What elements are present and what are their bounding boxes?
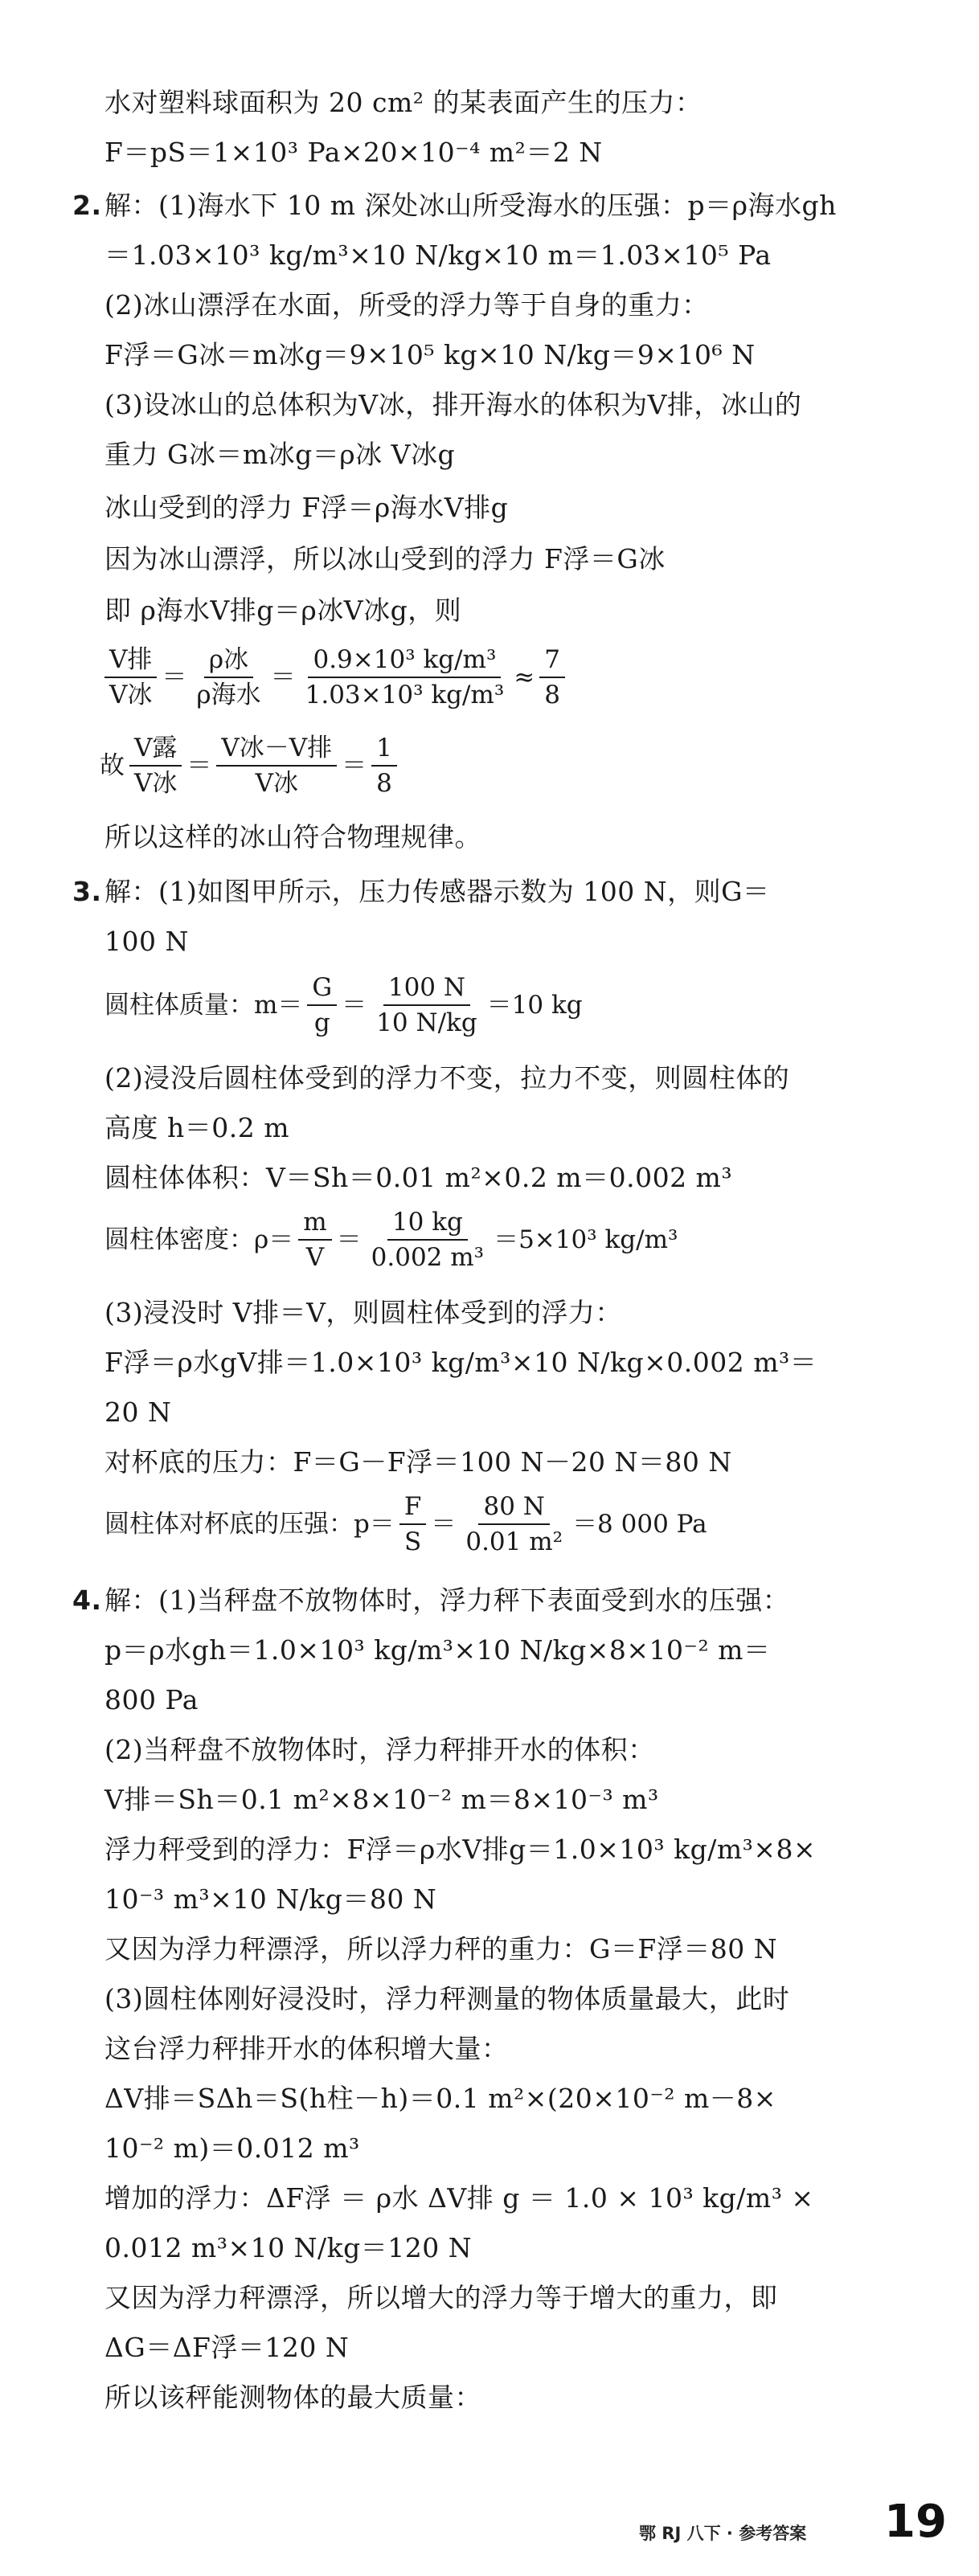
- fraction: [371, 733, 397, 799]
- equals-sign: ＝: [270, 663, 296, 692]
- text-line: 因为冰山漂浮，所以冰山受到的浮力 F浮＝G冰: [104, 543, 666, 574]
- denominator: V冰: [109, 681, 153, 709]
- text-line: ＝1.03×10³ kg/m³×10 N/kg×10 m＝1.03×10⁵ Pa: [104, 239, 772, 271]
- text-line: 对杯底的压力：F＝G－F浮＝100 N－20 N＝80 N: [104, 1446, 732, 1478]
- ratio-formula: [100, 733, 402, 799]
- numerator: m: [298, 1207, 331, 1241]
- text-line: p＝ρ水gh＝1.0×10³ kg/m³×10 N/kg×8×10⁻² m＝: [104, 1634, 771, 1666]
- text-line: ΔG＝ΔF浮＝120 N: [104, 2332, 350, 2363]
- text-line: 800 Pa: [104, 1684, 199, 1715]
- fraction: [298, 1207, 331, 1273]
- text-line: 又因为浮力秤漂浮，所以浮力秤的重力：G＝F浮＝80 N: [104, 1933, 778, 1965]
- text-line: F＝pS＝1×10³ Pa×20×10⁻⁴ m²＝2 N: [104, 137, 603, 168]
- equals-sign: ＝: [342, 991, 367, 1020]
- text-line: 10⁻² m)＝0.012 m³: [104, 2132, 360, 2164]
- text-line: (2)浸没后圆柱体受到的浮力不变，拉力不变，则圆柱体的: [104, 1062, 790, 1094]
- equals-sign: ＝: [336, 1225, 362, 1254]
- text-line: (3)设冰山的总体积为V冰，排开海水的体积为V排，冰山的: [104, 389, 802, 420]
- numerator: ρ冰: [204, 644, 253, 678]
- text-line: ΔV排＝SΔh＝S(h柱－h)＝0.1 m²×(20×10⁻² m－8×: [104, 2083, 776, 2114]
- denominator: ρ海水: [196, 681, 261, 709]
- text-line: 0.012 m³×10 N/kg＝120 N: [104, 2232, 473, 2263]
- approx-sign: ≈: [514, 663, 535, 692]
- problem-number: 4.: [72, 1584, 102, 1616]
- numerator: 7: [539, 644, 565, 678]
- denominator: V: [305, 1243, 325, 1272]
- numerator: 100 N: [383, 972, 470, 1006]
- mass-formula: [104, 972, 583, 1038]
- denominator: 8: [376, 769, 392, 798]
- text-line: 冰山受到的浮力 F浮＝ρ海水V排g: [104, 492, 509, 523]
- text-line: V排＝Sh＝0.1 m²×8×10⁻² m＝8×10⁻³ m³: [104, 1784, 659, 1815]
- text-line: 解：(1)如图甲所示，压力传感器示数为 100 N，则G＝: [104, 876, 770, 907]
- text-line: 解：(1)当秤盘不放物体时，浮力秤下表面受到水的压强：: [104, 1584, 790, 1616]
- prefix-text: 故: [100, 751, 125, 780]
- text-line: 圆柱体体积：V＝Sh＝0.01 m²×0.2 m＝0.002 m³: [104, 1162, 733, 1193]
- denominator: 1.03×10³ kg/m³: [305, 681, 505, 709]
- fraction: [371, 972, 482, 1038]
- density-formula: [104, 1207, 678, 1273]
- fraction: [399, 1491, 427, 1557]
- equals-sign: ＝: [342, 751, 367, 780]
- fraction: [301, 644, 510, 710]
- text-line: 高度 h＝0.2 m: [104, 1112, 290, 1143]
- denominator: g: [313, 1008, 330, 1037]
- numerator: V冰－V排: [216, 733, 337, 767]
- equals-sign: ＝: [186, 751, 212, 780]
- denominator: V冰: [134, 769, 178, 798]
- text-line: 浮力秤受到的浮力：F浮＝ρ水V排g＝1.0×10³ kg/m³×8×: [104, 1834, 817, 1865]
- fraction: [307, 972, 337, 1038]
- equals-sign: ＝: [431, 1510, 457, 1539]
- text-line: (3)圆柱体刚好浸没时，浮力秤测量的物体质量最大，此时: [104, 1983, 790, 2014]
- text-line: 所以该秤能测物体的最大质量：: [104, 2382, 481, 2413]
- denominator: 0.01 m²: [465, 1527, 563, 1556]
- numerator: 1: [371, 733, 397, 767]
- page-number: 19: [884, 2496, 947, 2548]
- numerator: V排: [104, 644, 157, 678]
- denominator: S: [403, 1527, 422, 1556]
- text-line: 增加的浮力：ΔF浮 ＝ ρ水 ΔV排 g ＝ 1.0 × 10³ kg/m³ ×: [104, 2182, 814, 2214]
- denominator: 8: [544, 681, 560, 709]
- numerator: 80 N: [478, 1491, 549, 1525]
- fraction: [461, 1491, 567, 1557]
- footer-label: 鄂 RJ 八下 · 参考答案: [639, 2524, 807, 2543]
- suffix-text: ＝10 kg: [486, 991, 583, 1020]
- denominator: 0.002 m³: [371, 1243, 485, 1272]
- numerator: 0.9×10³ kg/m³: [308, 644, 501, 678]
- text-line: 又因为浮力秤漂浮，所以增大的浮力等于增大的重力，即: [104, 2282, 778, 2313]
- fraction: [216, 733, 337, 799]
- text-line: F浮＝G冰＝m冰g＝9×10⁵ kg×10 N/kg＝9×10⁶ N: [104, 339, 756, 370]
- prefix-text: 圆柱体质量：m＝: [104, 991, 303, 1020]
- problem-number: 2.: [72, 190, 102, 221]
- text-line: (2)冰山漂浮在水面，所受的浮力等于自身的重力：: [104, 289, 709, 321]
- text-line: 20 N: [104, 1396, 172, 1428]
- problem-number: 3.: [72, 876, 102, 907]
- fraction: [129, 733, 182, 799]
- fraction: [191, 644, 265, 710]
- prefix-text: 圆柱体密度：ρ＝: [104, 1225, 294, 1254]
- fraction: [104, 644, 157, 710]
- numerator: 10 kg: [387, 1207, 468, 1241]
- text-line: (3)浸没时 V排＝V，则圆柱体受到的浮力：: [104, 1297, 622, 1328]
- text-line: 解：(1)海水下 10 m 深处冰山所受海水的压强：p＝ρ海水gh: [104, 190, 837, 221]
- text-line: (2)当秤盘不放物体时，浮力秤排开水的体积：: [104, 1734, 655, 1765]
- text-line: 水对塑料球面积为 20 cm² 的某表面产生的压力：: [104, 87, 703, 118]
- pressure-formula: [104, 1491, 707, 1557]
- text-line: 这台浮力秤排开水的体积增大量：: [104, 2033, 509, 2064]
- text-line: 10⁻³ m³×10 N/kg＝80 N: [104, 1883, 437, 1915]
- fraction: [539, 644, 565, 710]
- text-line: 即 ρ海水V排g＝ρ冰V冰g，则: [104, 595, 462, 626]
- text-line: 所以这样的冰山符合物理规律。: [104, 821, 481, 853]
- denominator: 10 N/kg: [376, 1008, 477, 1037]
- text-line: 100 N: [104, 926, 189, 957]
- text-line: F浮＝ρ水gV排＝1.0×10³ kg/m³×10 N/kg×0.002 m³＝: [104, 1347, 817, 1378]
- numerator: G: [307, 972, 337, 1006]
- suffix-text: ＝8 000 Pa: [572, 1510, 707, 1539]
- ratio-formula: [100, 644, 570, 710]
- numerator: F: [399, 1491, 427, 1525]
- text-line: 重力 G冰＝m冰g＝ρ冰 V冰g: [104, 439, 456, 470]
- denominator: V冰: [255, 769, 298, 798]
- prefix-text: 圆柱体对杯底的压强：p＝: [104, 1510, 395, 1539]
- numerator: V露: [129, 733, 182, 767]
- suffix-text: ＝5×10³ kg/m³: [494, 1225, 678, 1254]
- fraction: [367, 1207, 489, 1273]
- equals-sign: ＝: [162, 663, 187, 692]
